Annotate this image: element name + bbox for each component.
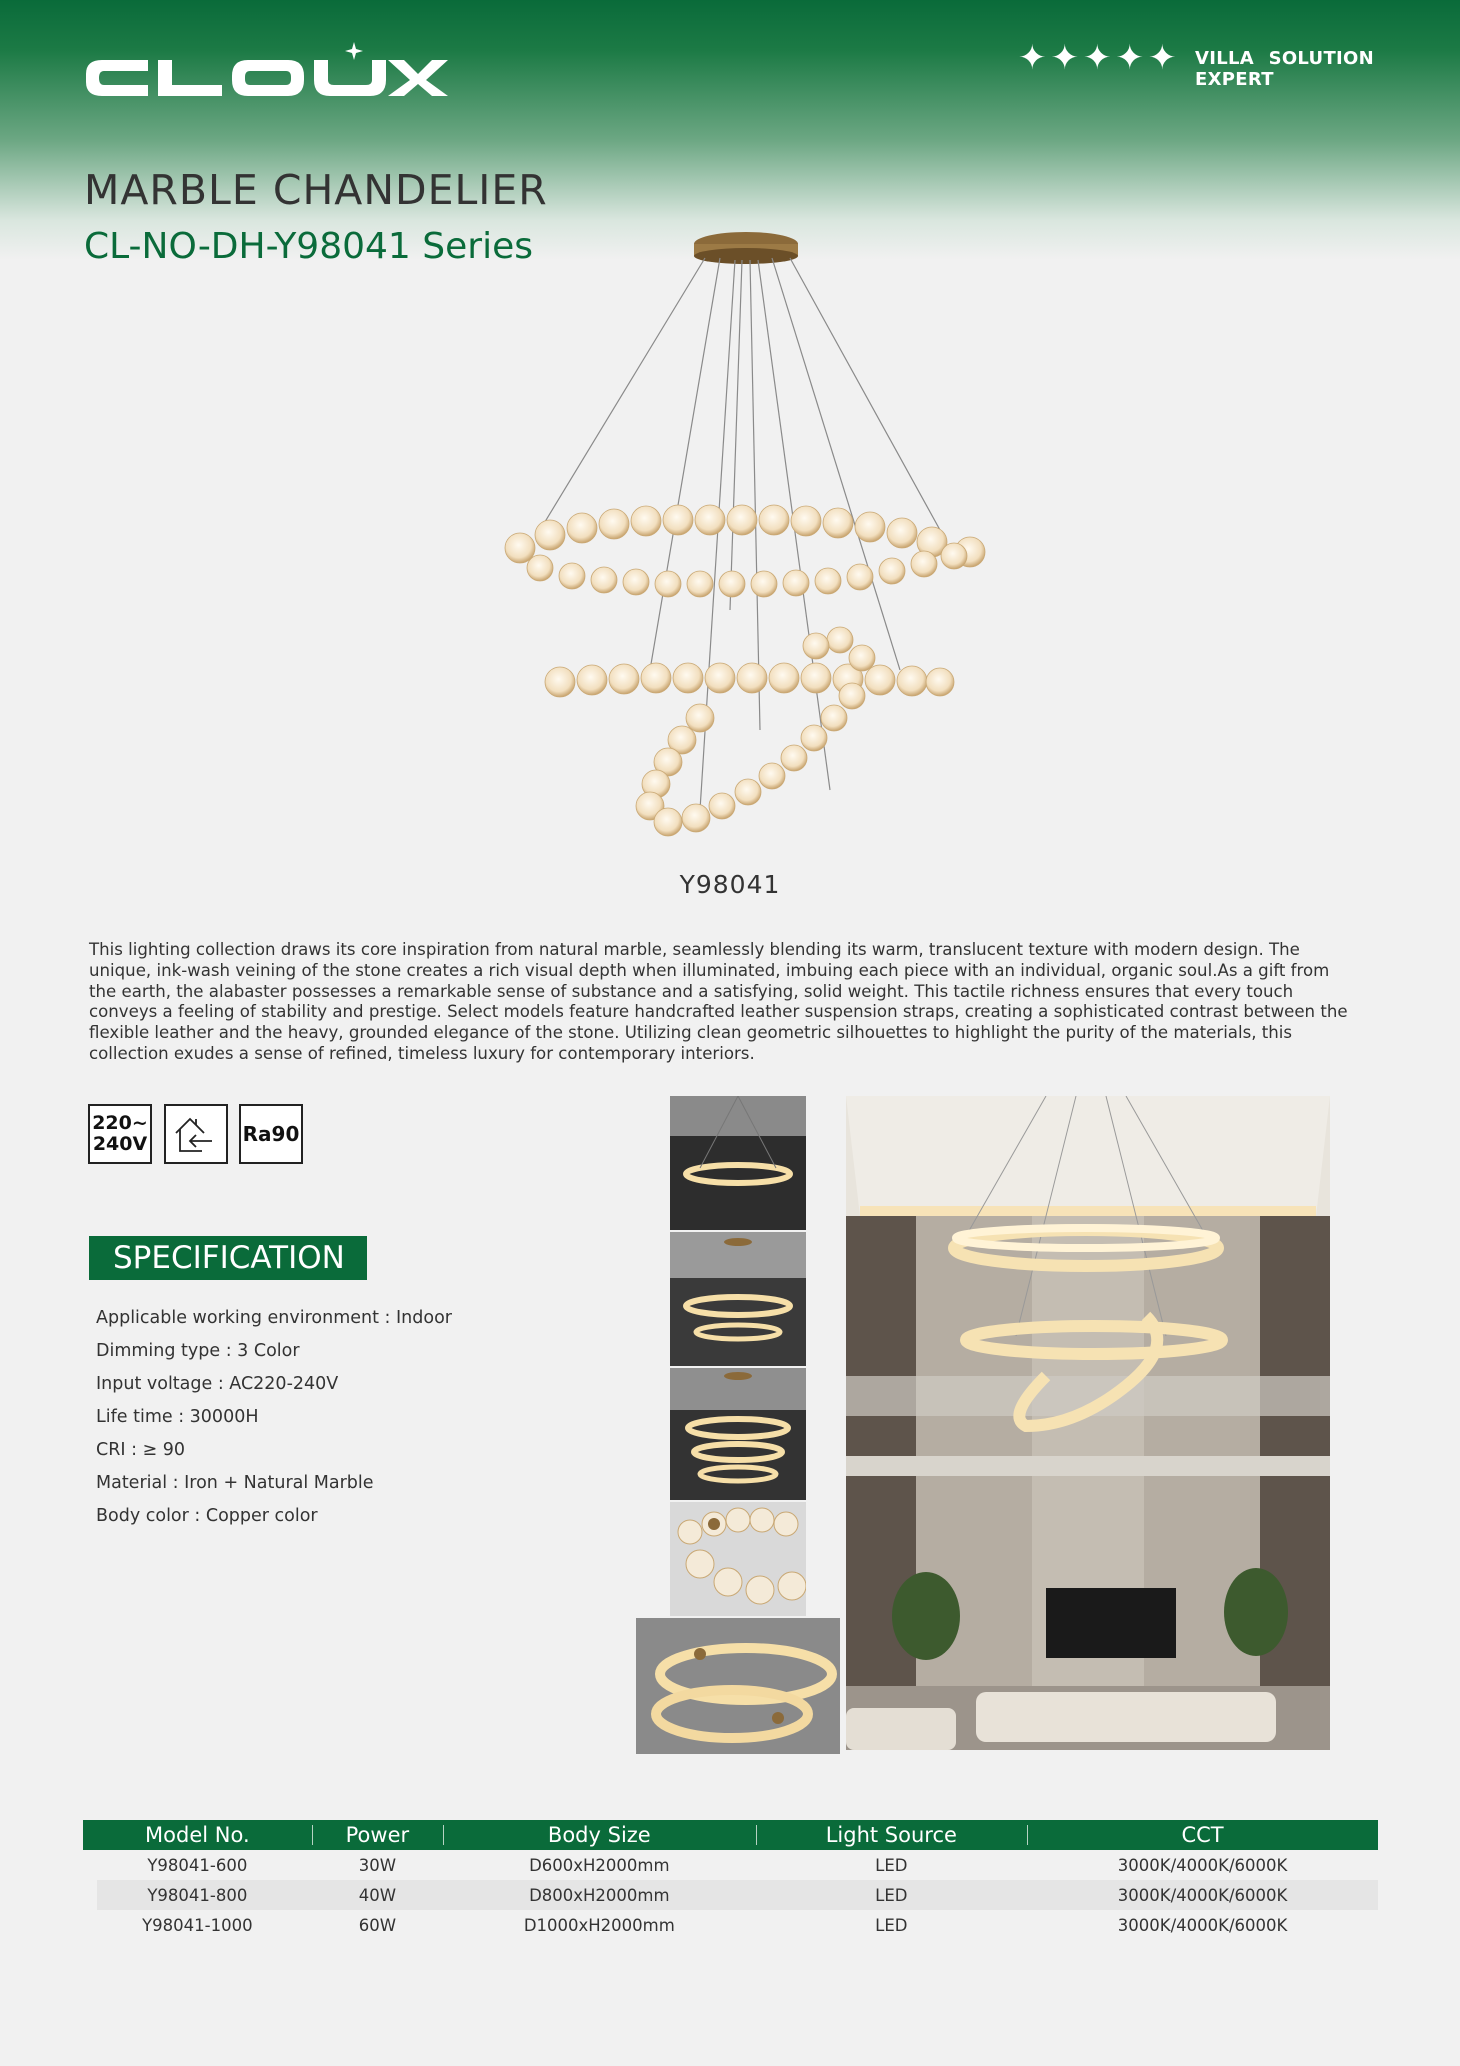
cell-model: Y98041-600 [147, 1855, 248, 1875]
spec-item: Body color : Copper color [96, 1506, 318, 1526]
thumbnail-double-ring [670, 1232, 806, 1366]
cell-model: Y98041-800 [83, 1880, 312, 1910]
indoor-house-icon [172, 1111, 220, 1157]
cell-body-size: D800xH2000mm [443, 1880, 755, 1910]
thumbnail-triple-ring [670, 1368, 806, 1500]
brand-tagline: VILLA SOLUTION EXPERT [1195, 48, 1375, 90]
spec-item: CRI : ≥ 90 [96, 1440, 186, 1460]
cell-power: 40W [312, 1880, 443, 1910]
cell-light-source: LED [756, 1880, 1028, 1910]
model-spec-table [83, 1820, 1378, 1940]
rating-stars [1018, 40, 1177, 76]
cell-power: 60W [358, 1915, 397, 1935]
voltage-line2: 240V [92, 1133, 148, 1155]
star-icon: ✦ [1115, 38, 1144, 78]
indoor-badge [164, 1104, 228, 1164]
chandelier-product-image [500, 230, 1000, 850]
spec-item: Input voltage : AC220-240V [96, 1374, 339, 1394]
table-row [83, 1910, 1378, 1940]
thumbnail-bead-closeup [670, 1502, 806, 1616]
page-title: MARBLE CHANDELIER [84, 166, 548, 214]
spec-item: Dimming type : 3 Color [96, 1341, 300, 1361]
spec-item: Applicable working environment : Indoor [96, 1308, 452, 1328]
cell-cct: 3000K/4000K/6000K [1117, 1855, 1288, 1875]
specification-heading: SPECIFICATION [89, 1236, 367, 1280]
star-icon: ✦ [1083, 38, 1112, 78]
voltage-badge [88, 1104, 152, 1164]
table-row [83, 1850, 1378, 1880]
spec-item: Material : Iron + Natural Marble [96, 1473, 374, 1493]
star-icon: ✦ [1148, 38, 1177, 78]
cell-cct: 3000K/4000K/6000K [1027, 1880, 1378, 1910]
room-scene-image [846, 1096, 1330, 1750]
thumbnail-single-ring [670, 1096, 806, 1230]
star-icon: ✦ [1018, 38, 1047, 78]
cell-model: Y98041-1000 [142, 1915, 253, 1935]
table-header-cct: CCT [1027, 1820, 1378, 1850]
series-subtitle: CL-NO-DH-Y98041 Series [84, 226, 533, 267]
cell-body-size: D600xH2000mm [529, 1855, 670, 1875]
cell-body-size: D1000xH2000mm [523, 1915, 675, 1935]
spec-item: Life time : 30000H [96, 1407, 259, 1427]
star-icon: ✦ [1050, 38, 1079, 78]
table-header-body-size: Body Size [443, 1820, 755, 1850]
cell-light-source: LED [875, 1855, 908, 1875]
table-header-model: Model No. [83, 1820, 312, 1850]
table-row [83, 1880, 1378, 1910]
model-caption: Y98041 [679, 870, 781, 899]
header-background [0, 0, 1460, 260]
thumbnail-spiral-ring [636, 1618, 840, 1754]
table-header-light-source: Light Source [756, 1820, 1028, 1850]
cell-power: 30W [358, 1855, 397, 1875]
table-header-power: Power [312, 1820, 443, 1850]
product-description: This lighting collection draws its core inspiration from natural marble, seamlessly blending its warm, translucent texture with modern design. The unique, ink-wash veining of the stone creates a rich visual depth when illuminated, imbuing each piece with an individual, organic soul.As a gift from the earth, the alabaster possesses a remarkable sense of substance and a satisfying, solid weight. This tactile richness ensures that every touch conveys a feeling of stability and prestige. Select models feature handcrafted leather suspension straps, creating a sophisticated contrast between the flexible leather and the heavy, grounded elegance of the stone. Utilizing clean geometric silhouettes to highlight the purity of the materials, this collection exudes a sense of refined, timeless luxury for contemporary interiors. [89, 940, 1348, 1063]
brand-logo [82, 40, 452, 110]
voltage-line1: 220~ [92, 1112, 148, 1134]
cell-cct: 3000K/4000K/6000K [1117, 1915, 1288, 1935]
specification-list [96, 1302, 452, 1533]
cell-light-source: LED [875, 1915, 908, 1935]
cri-badge: Ra90 [239, 1104, 303, 1164]
